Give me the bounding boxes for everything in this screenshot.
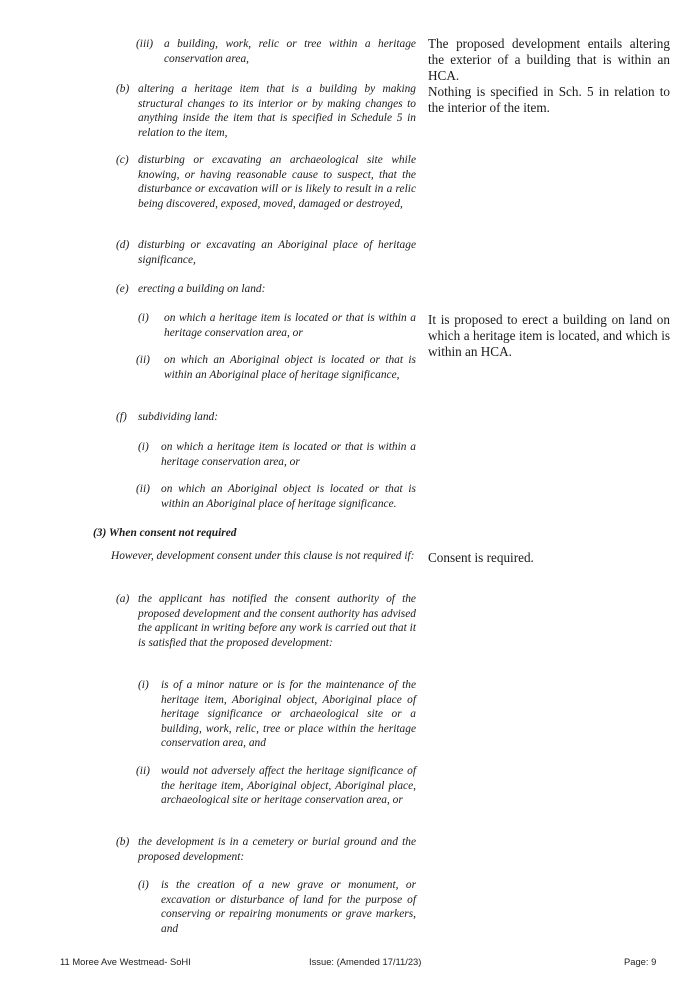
section-3-heading: (3) When consent not required: [93, 527, 237, 539]
comment-exterior-alteration: The proposed development entails altering the exterior of a building that is within an HCA.: [428, 36, 670, 84]
clause-f-i-text: on which a heritage item is located or that is within a heritage conservation area, or: [161, 441, 416, 468]
clause-marker: (iii): [136, 38, 154, 50]
clause-marker: (f): [116, 411, 127, 423]
clause-e-ii-text: on which an Aboriginal object is located or that is within an Aboriginal place of heritage significance,: [164, 354, 416, 381]
footer-issue: Issue: (Amended 17/11/23): [309, 956, 422, 967]
clause-d-text: disturbing or excavating an Aboriginal place of heritage significance,: [138, 239, 416, 266]
clause-marker: (a): [116, 593, 130, 605]
clause-marker: (b): [116, 83, 130, 95]
clause-marker: (b): [116, 836, 130, 848]
clause-f-ii-text: on which an Aboriginal object is located or that is within an Aboriginal place of heritage significance.: [161, 483, 416, 510]
clause-e-text: erecting a building on land:: [138, 283, 266, 295]
footer-page-number: Page: 9: [624, 956, 657, 967]
footer-address: 11 Moree Ave Westmead- SoHI: [60, 956, 191, 967]
clause-e-i-text: on which a heritage item is located or that is within a heritage conservation area, or: [164, 312, 416, 339]
clause-b-text: altering a heritage item that is a building by making structural changes to its interior or by making changes to anything inside the item that is specified in Schedule 5 in relation to the item,: [138, 83, 416, 139]
clause-marker: (i): [138, 879, 149, 891]
section-3-a-ii-text: would not adversely affect the heritage significance of the heritage item, Aboriginal object, Aboriginal place, archaeological site or heritage conservation area, or: [161, 765, 416, 807]
clause-marker: (d): [116, 239, 130, 251]
clause-marker: (i): [138, 441, 149, 453]
section-3-a-text: the applicant has notified the consent authority of the proposed development and the consent authority has advised the applicant in writing before any work is carried out that it is satisfied that the proposed development:: [138, 593, 416, 649]
clause-c-text: disturbing or excavating an archaeological site while knowing, or having reasonable cause to suspect, that the disturbance or excavation will or is likely to result in a relic being discovered, exposed, moved, damaged or destroyed,: [138, 154, 416, 210]
section-3-b-text: the development is in a cemetery or burial ground and the proposed development:: [138, 836, 416, 863]
section-3-a-i-text: is of a minor nature or is for the maintenance of the heritage item, Aboriginal object, Aboriginal place of heritage significance or archaeological site or a building, work, relic, tree or place within the heritage conservation area, and: [161, 679, 416, 750]
section-3-intro: However, development consent under this clause is not required if:: [111, 550, 415, 562]
comment-erect-building: It is proposed to erect a building on land on which a heritage item is located, and which is within an HCA.: [428, 312, 670, 360]
comment-consent-required: Consent is required.: [428, 550, 534, 565]
clause-marker: (ii): [136, 354, 150, 366]
clause-marker: (ii): [136, 765, 150, 777]
clause-marker: (ii): [136, 483, 150, 495]
clause-a-iii-text: a building, work, relic or tree within a heritage conservation area,: [164, 38, 416, 65]
clause-marker: (i): [138, 312, 149, 324]
section-3-b-i-text: is the creation of a new grave or monument, or excavation or disturbance of land for the purpose of conserving or repairing monuments or grave markers, and: [161, 879, 416, 935]
clause-marker: (i): [138, 679, 149, 691]
clause-f-text: subdividing land:: [138, 411, 219, 423]
clause-marker: (e): [116, 283, 129, 295]
comment-schedule-5: Nothing is specified in Sch. 5 in relation to the interior of the item.: [428, 84, 670, 116]
clause-marker: (c): [116, 154, 129, 166]
